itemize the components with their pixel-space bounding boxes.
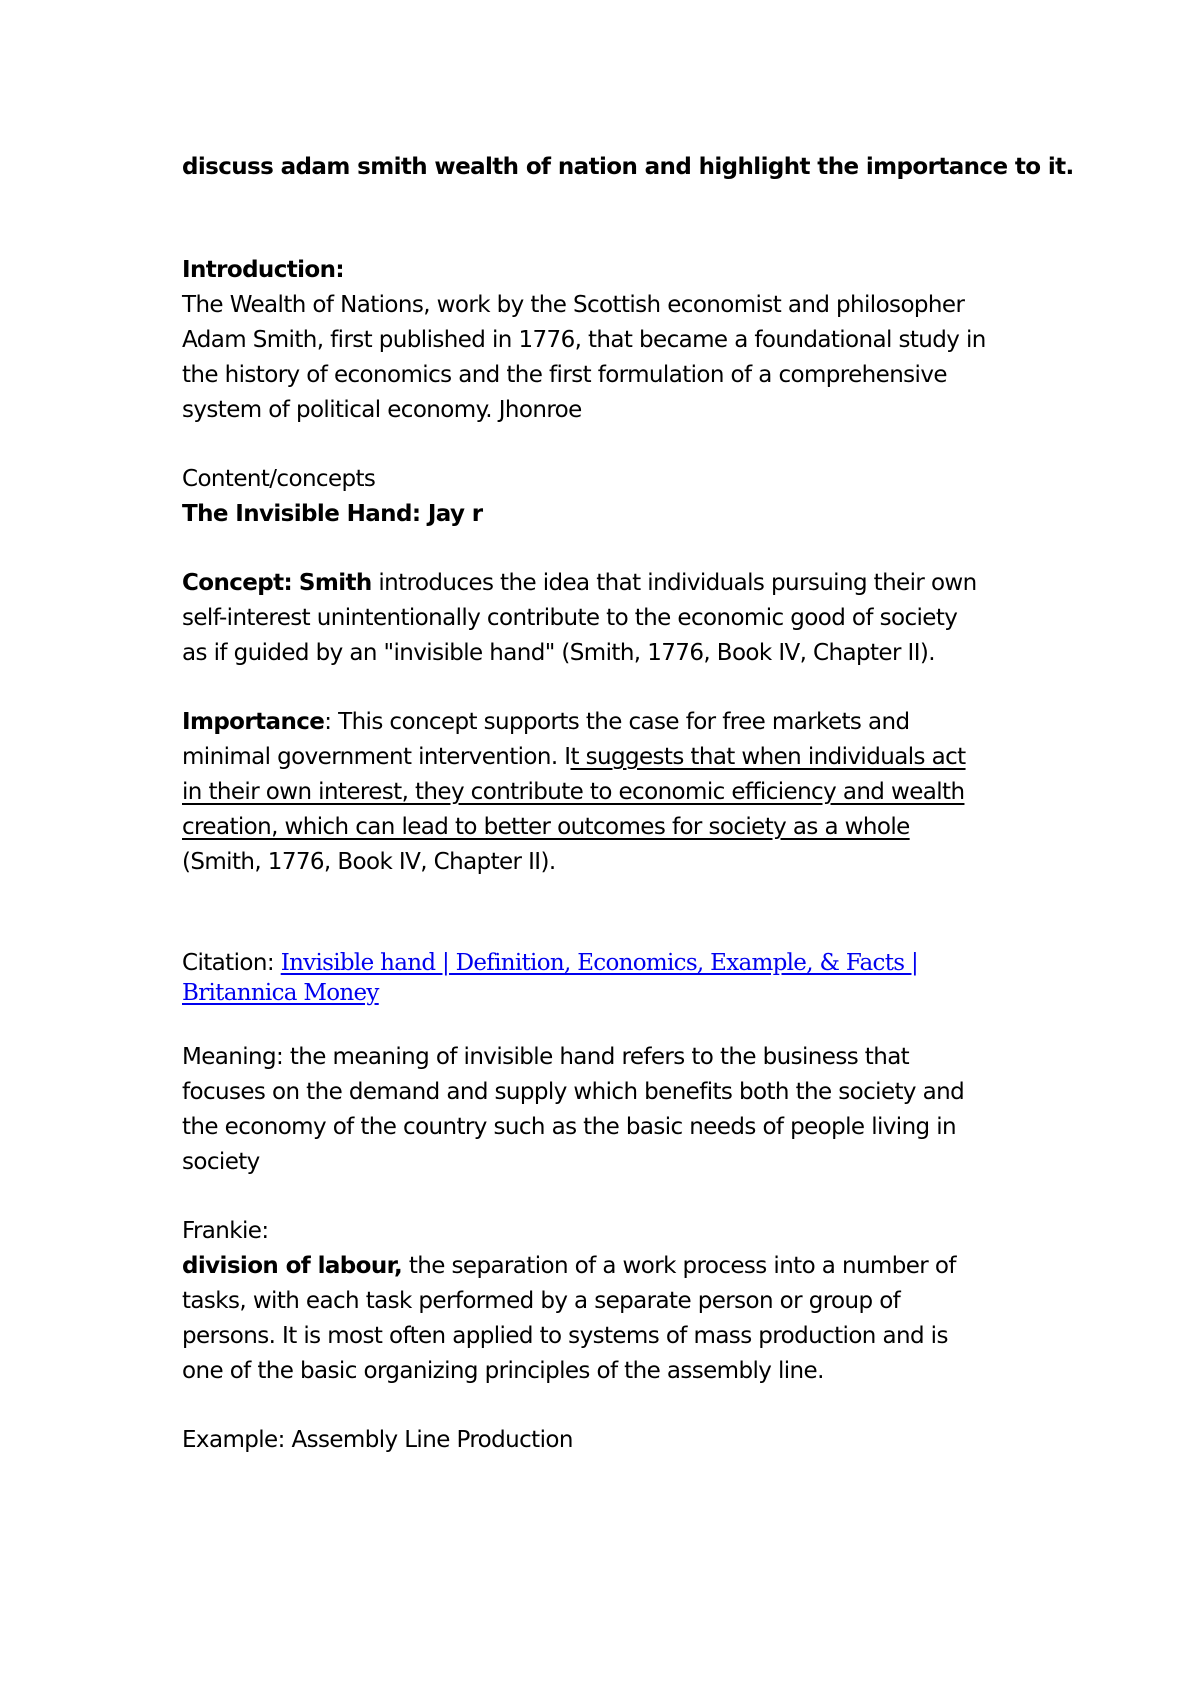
citation-link[interactable]: Britannica Money: [182, 980, 379, 1006]
importance-text: minimal government intervention. I: [182, 744, 571, 770]
importance-underlined-text: creation, which can lead to better outcomes for society as a whole: [182, 814, 910, 840]
frankie-line: tasks, with each task performed by a separate person or group of: [182, 1288, 901, 1314]
spacer: [182, 532, 1082, 566]
importance-line: (Smith, 1776, Book IV, Chapter II).: [182, 849, 556, 875]
frankie-line: one of the basic organizing principles of the assembly line.: [182, 1358, 824, 1384]
spacer: [182, 1389, 1082, 1423]
meaning-line: the economy of the country such as the basic needs of people living in: [182, 1114, 957, 1140]
concept-name: Smith: [298, 570, 372, 596]
meaning-line: Meaning: the meaning of invisible hand refers to the business that: [182, 1044, 910, 1070]
concept-line: [182, 566, 1082, 601]
citation-line: [182, 948, 1082, 978]
introduction-heading: Introduction:: [182, 257, 344, 283]
importance-line: [182, 775, 1082, 810]
concept-line: as if guided by an "invisible hand" (Smith, 1776, Book IV, Chapter II).: [182, 640, 935, 666]
importance-label: Importance: [182, 709, 325, 735]
frankie-text: the separation of a work process into a number of: [402, 1253, 956, 1279]
document-body: [182, 150, 1082, 1458]
document-title: discuss adam smith wealth of nation and highlight the importance to it.: [182, 154, 1074, 180]
importance-line: [182, 740, 1082, 775]
importance-underlined-text: in their own interest, they contribute to economic efficiency and wealth: [182, 779, 965, 805]
concept-label: Concept:: [182, 570, 293, 596]
frankie-line: [182, 1249, 1082, 1284]
spacer: [182, 880, 1082, 948]
importance-text: : This concept supports the case for free markets and: [324, 709, 910, 735]
concept-text: introduces the idea that individuals pursuing their own: [371, 570, 977, 596]
content-concepts-heading: Content/concepts: [182, 466, 376, 492]
importance-line: [182, 705, 1082, 740]
citation-link[interactable]: Invisible hand | Definition, Economics, Example, & Facts |: [280, 950, 919, 976]
intro-line: the history of economics and the first formulation of a comprehensive: [182, 362, 947, 388]
spacer: [182, 1008, 1082, 1040]
concept-line: self-interest unintentionally contribute to the economic good of society: [182, 605, 958, 631]
citation-line: [182, 978, 1082, 1008]
spacer: [182, 428, 1082, 462]
importance-underlined-text: t suggests that when individuals act: [570, 744, 966, 770]
intro-line: Adam Smith, first published in 1776, that became a foundational study in: [182, 327, 986, 353]
citation-label: Citation:: [182, 950, 281, 976]
division-of-labour-term: division of labour,: [182, 1253, 403, 1279]
invisible-hand-heading: The Invisible Hand: Jay r: [182, 501, 483, 527]
spacer: [182, 185, 1082, 253]
intro-line: The Wealth of Nations, work by the Scottish economist and philosopher: [182, 292, 965, 318]
meaning-line: society: [182, 1149, 260, 1175]
example-line: Example: Assembly Line Production: [182, 1427, 573, 1453]
spacer: [182, 671, 1082, 705]
frankie-line: persons. It is most often applied to systems of mass production and is: [182, 1323, 948, 1349]
spacer: [182, 1180, 1082, 1214]
intro-line: system of political economy. Jhonroe: [182, 397, 582, 423]
frankie-heading: Frankie:: [182, 1218, 269, 1244]
meaning-line: focuses on the demand and supply which benefits both the society and: [182, 1079, 965, 1105]
importance-line: [182, 810, 1082, 845]
